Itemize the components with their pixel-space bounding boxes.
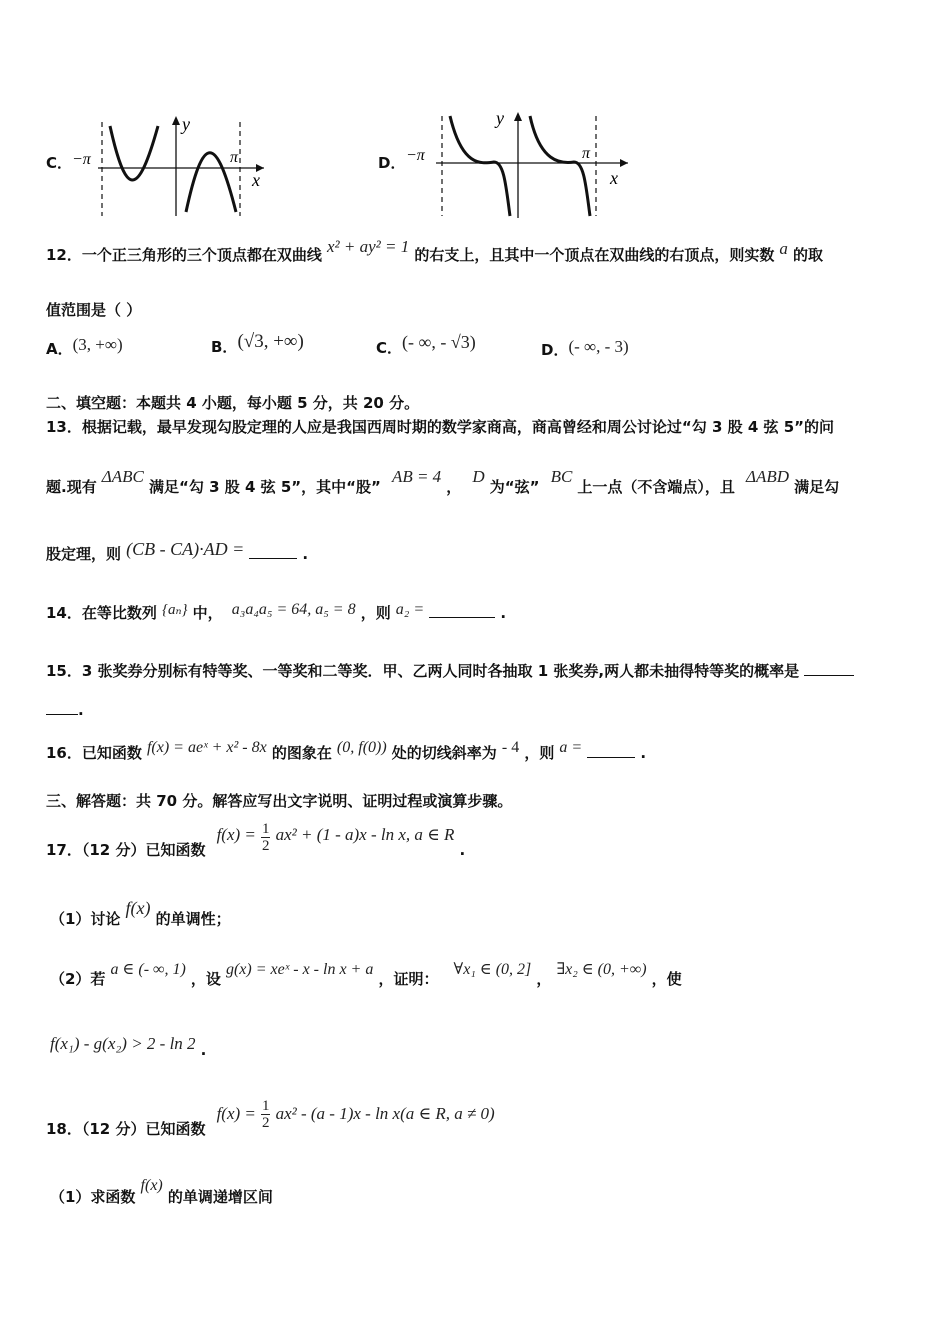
q13-line2: 题.现有 ΔABC 满足“勾 3 股 4 弦 5”，其中“股” AB = 4 ， D 为“弦” BC 上一点（不含端点），且 ΔABD 满足勾	[46, 467, 840, 496]
y-label: y	[182, 114, 190, 134]
x-label: x	[610, 168, 618, 188]
y-label: y	[496, 108, 504, 128]
q17-part1: （1）讨论 f(x) 的单调性；	[50, 898, 231, 928]
fraction-one-half: $\frac{1}{2}$	[261, 1098, 270, 1131]
curve-left	[450, 116, 510, 216]
y-axis-arrow	[172, 116, 180, 125]
section-2-heading: 二、填空题：本题共 4 小题，每小题 5 分，共 20 分。	[46, 394, 420, 412]
graph-option-d	[400, 106, 632, 220]
q13-line1: 13．根据记载，最早发现勾股定理的人应是我国西周时期的数学家商高，商高曾经和周公讨论过“勾 3 股 4 弦 5”的问	[46, 418, 835, 436]
option-d-label: D．	[378, 154, 406, 172]
curve-right	[186, 153, 236, 212]
y-axis-arrow	[514, 112, 522, 121]
q18-line: 18．（12 分）已知函数 f(x) = $\frac{1}{2}$ ax² - (a - 1)x - ln x(a ∈ R, a ≠ 0)	[46, 1098, 495, 1138]
q17-line: 17．（12 分）已知函数 f(x) = $\frac{1}{2}$ ax² + (1 - a)x - ln x, a ∈ R .	[46, 821, 466, 859]
answer-blank[interactable]	[587, 743, 635, 758]
graph-option-c	[68, 108, 268, 220]
q14-line: 14．在等比数列 {aₙ} 中， a₃a₄a₅ = 64, a₅ = 8 ，则 a₂ = .	[46, 601, 507, 622]
neg-pi-label: −π	[406, 147, 425, 164]
q12-option-a[interactable]: A．(3, +∞)	[46, 335, 123, 358]
answer-blank[interactable]	[429, 603, 495, 618]
q18-part1: （1）求函数 f(x) 的单调递增区间	[50, 1177, 273, 1206]
q13-line3: 股定理，则 (CB - CA)·AD = .	[46, 539, 309, 563]
x-label: x	[252, 170, 260, 190]
answer-blank[interactable]	[249, 544, 297, 559]
q15-line1: 15．3 张奖券分别标有特等奖、一等奖和二等奖．甲、乙两人同时各抽取 1 张奖券,两人都未抽得特等奖的概率是	[46, 660, 854, 681]
q12-option-b[interactable]: B．(√3, +∞)	[211, 331, 304, 356]
q17-part2: （2）若 a ∈ (- ∞, 1) ，设 g(x) = xeˣ - x - ln x + a ，证明： ∀x₁ ∈ (0, 2] ， ∃x₂ ∈ (0, +∞) ，使	[50, 961, 682, 988]
curve-right	[530, 116, 590, 216]
answer-blank[interactable]	[804, 661, 854, 676]
q12-option-d[interactable]: D．(- ∞, - 3)	[541, 337, 629, 359]
q15-line2: .	[46, 700, 84, 719]
pi-label: π	[230, 149, 239, 166]
answer-blank-cont[interactable]	[46, 700, 78, 715]
q17-part2-cont: f(x₁) - g(x₂) > 2 - ln 2 .	[50, 1034, 207, 1059]
curve-left	[110, 126, 158, 180]
q16-line: 16．已知函数 f(x) = aeˣ + x² - 8x 的图象在 (0, f(0)) 处的切线斜率为 - 4 ，则 a = .	[46, 739, 647, 762]
pi-label: π	[582, 145, 591, 162]
x-axis-arrow	[620, 159, 628, 167]
section-3-heading: 三、解答题：共 70 分。解答应写出文字说明、证明过程或演算步骤。	[46, 792, 513, 810]
hyperbola-equation: x² + ay² = 1	[326, 237, 410, 256]
fraction-one-half: $\frac{1}{2}$	[261, 821, 270, 854]
q12-option-c[interactable]: C．(- ∞, - √3)	[376, 332, 476, 357]
option-c-label: C．	[46, 154, 73, 172]
q12-line1: 12．一个正三角形的三个顶点都在双曲线 x² + ay² = 1 的右支上，且其中一个顶点在双曲线的右顶点，则实数 a 的取	[46, 237, 824, 264]
q12-line2: 值范围是（ ）	[46, 301, 142, 319]
neg-pi-label: −π	[72, 151, 91, 168]
